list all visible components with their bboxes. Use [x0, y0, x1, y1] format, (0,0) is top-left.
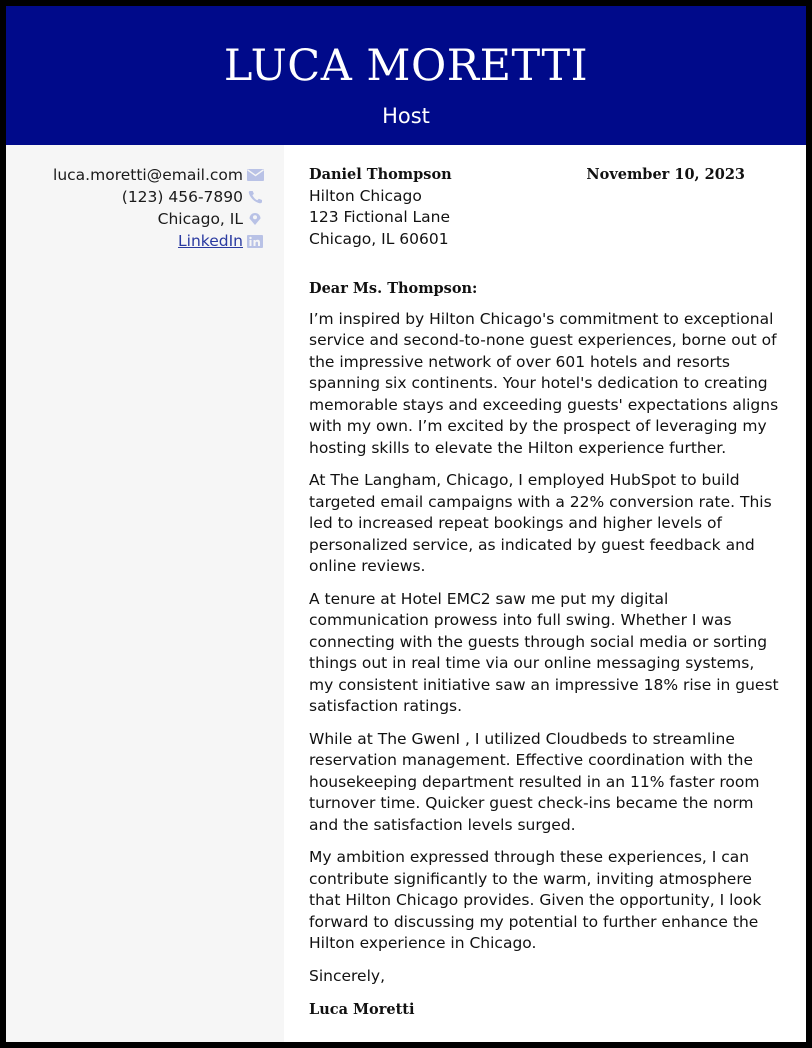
- phone-icon: [246, 190, 264, 204]
- linkedin-icon: [246, 234, 264, 248]
- recipient-street: 123 Fictional Lane: [309, 208, 451, 226]
- recipient-company: Hilton Chicago: [309, 186, 422, 205]
- body-paragraph-2: At The Langham, Chicago, I employed HubSpot to build targeted email campaigns with a 22% conversion rate. This led to increased repeat bookings and higher levels of personalized service, as indicated by guest feedback and online reviews.: [309, 471, 772, 575]
- letter-date: November 10, 2023: [586, 166, 745, 183]
- salutation: Dear Ms. Thompson:: [309, 280, 478, 297]
- body-paragraph-5: My ambition expressed through these experiences, I can contribute significantly to the warm, inviting atmosphere that Hilton Chicago provides. Given the opportunity, I look forward to discussing my potential to further enhance the Hilton experience in Chicago.: [309, 848, 762, 952]
- body-paragraph-3: A tenure at Hotel EMC2 saw me put my digital communication prowess into full swing. Whether I was connecting with the guests through social media or sorting things out in real time via our online messaging systems, my consistent initiative saw an impressive 18% rise in guest satisfaction ratings.: [309, 589, 779, 715]
- phone-text: (123) 456-7890: [121, 188, 243, 206]
- linkedin-link[interactable]: LinkedIn: [178, 232, 243, 250]
- letter-body: [309, 164, 779, 1021]
- email-text: luca.moretti@email.com: [53, 166, 243, 184]
- location-text: Chicago, IL: [157, 210, 243, 228]
- contact-location: [158, 208, 264, 230]
- location-pin-icon: [246, 212, 264, 226]
- recipient-city: Chicago, IL 60601: [309, 229, 449, 248]
- closing: Sincerely,: [309, 966, 386, 985]
- body-paragraph-4: While at The GwenI , I utilized Cloudbeds to streamline reservation management. Effective coordination with the housekeeping department resulted in an 11% faster room turnover time. Quicker guest check-ins became the norm and the satisfaction levels surged.: [309, 729, 760, 834]
- contact-linkedin: [178, 230, 264, 252]
- contact-email: [53, 164, 264, 186]
- contact-sidebar: [6, 145, 284, 1042]
- resume-page: [6, 6, 806, 1042]
- envelope-icon: [246, 168, 264, 182]
- applicant-name: LUCA MORETTI: [223, 41, 589, 91]
- header-banner: [6, 6, 806, 145]
- body-paragraph-1: I’m inspired by Hilton Chicago's commitment to exceptional service and second-to-none guest experiences, borne out of the impressive network of over 601 hotels and resorts spanning six continents. Your hotel's dedication to creating memorable stays and exceeding guests' expectations aligns with my own. I’m excited by the prospect of leveraging my hosting skills to elevate the Hilton experience further.: [309, 309, 779, 457]
- recipient-name: Daniel Thompson: [309, 166, 452, 183]
- contact-phone: [122, 186, 264, 208]
- applicant-role: Host: [382, 104, 430, 128]
- signature: Luca Moretti: [309, 1001, 415, 1018]
